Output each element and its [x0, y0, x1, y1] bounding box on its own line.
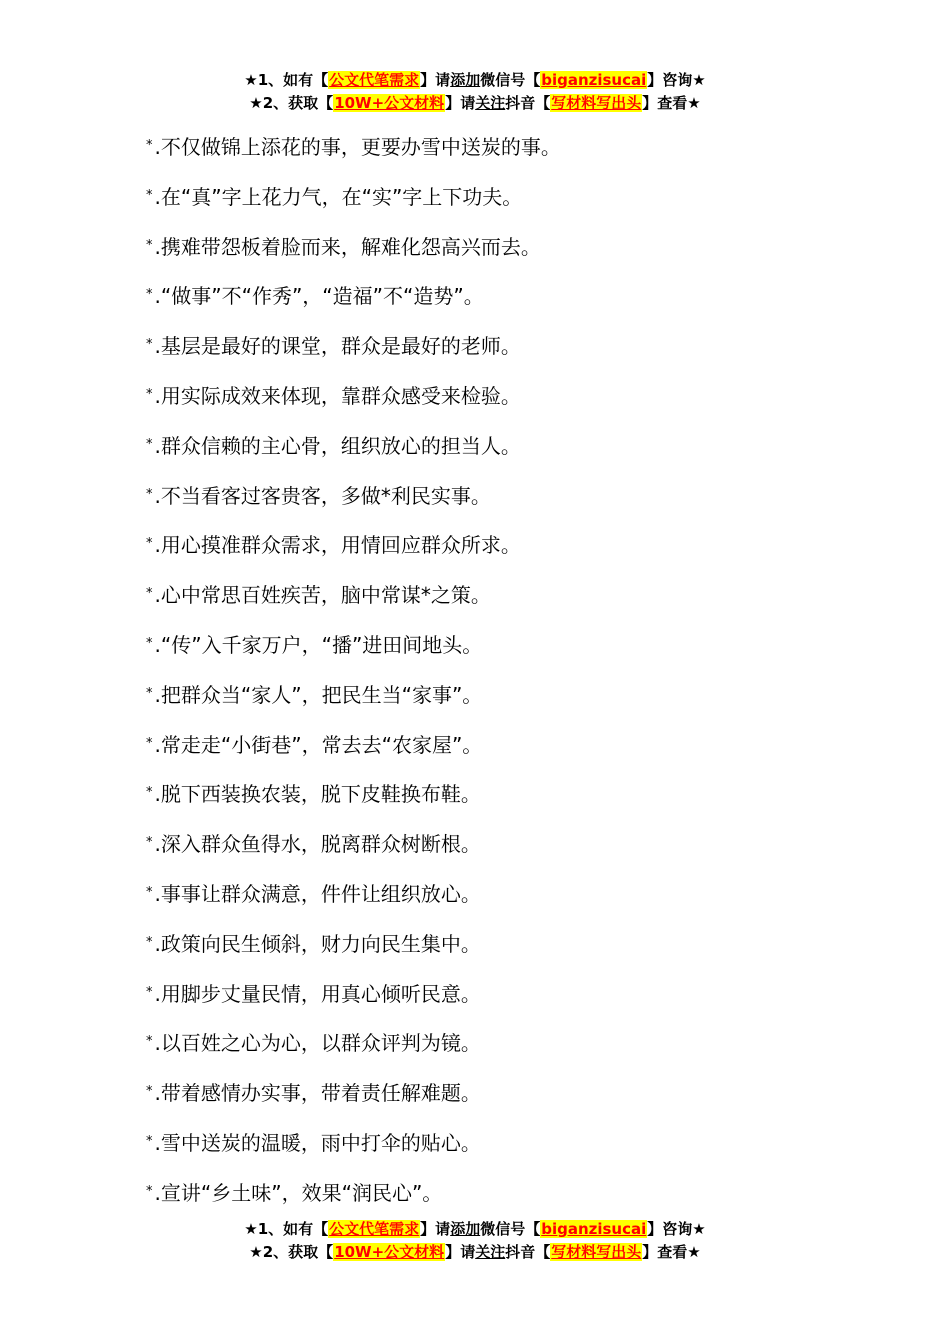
- banner-highlight: biganzisucai: [541, 71, 647, 89]
- banner-line-2: [0, 1241, 950, 1264]
- banner-text: ★2、获取【: [249, 1243, 334, 1261]
- list-item: * .在“真”字上花力气，在“实”字上下功夫。: [146, 184, 523, 209]
- banner-underline: 添加: [450, 1220, 481, 1238]
- list-item: * .携难带怨板着脸而来，解难化怨高兴而去。: [146, 234, 541, 259]
- banner-text: 】咨询★: [647, 71, 706, 89]
- banner-text: ★1、如有【: [244, 71, 329, 89]
- banner-text: 】查看★: [642, 1243, 701, 1261]
- list-item: * .事事让群众满意，件件让组织放心。: [146, 881, 481, 906]
- banner-underline: 添加: [450, 71, 481, 89]
- banner-highlight: 公文代笔需求: [329, 71, 420, 89]
- list-item: * .以百姓之心为心，以群众评判为镜。: [146, 1031, 481, 1056]
- banner-text: 抖音【: [505, 1243, 551, 1261]
- list-item: * .带着感情办实事，带着责任解难题。: [146, 1081, 481, 1106]
- list-item: * .常走走“小街巷”，常去去“农家屋”。: [146, 732, 483, 757]
- banner-line-2: [0, 92, 950, 115]
- banner-highlight: 10W+公文材料: [334, 1243, 445, 1261]
- list-item: * .“传”入千家万户，“播”进田间地头。: [146, 632, 483, 657]
- list-item: * .群众信赖的主心骨，组织放心的担当人。: [146, 433, 521, 458]
- list-item: * .不仅做锦上添花的事，更要办雪中送炭的事。: [146, 135, 561, 159]
- list-item: * .用实际成效来体现，靠群众感受来检验。: [146, 383, 521, 408]
- list-item: * .心中常思百姓疾苦，脑中常谋*之策。: [146, 583, 491, 608]
- list-item: * .用心摸准群众需求，用情回应群众所求。: [146, 533, 521, 558]
- banner-underline: 关注: [475, 1243, 506, 1261]
- header-banner: [0, 69, 950, 115]
- banner-highlight: biganzisucai: [541, 1220, 647, 1238]
- list-item: * .雪中送炭的温暖，雨中打伞的贴心。: [146, 1130, 481, 1155]
- banner-highlight: 写材料写出头: [551, 1243, 642, 1261]
- banner-highlight: 10W+公文材料: [334, 94, 445, 112]
- banner-text: 微信号【: [480, 71, 541, 89]
- list-item: * .政策向民生倾斜，财力向民生集中。: [146, 931, 481, 956]
- banner-text: 】请: [445, 1243, 476, 1261]
- list-item: * .深入群众鱼得水，脱离群众树断根。: [146, 832, 481, 857]
- banner-text: ★1、如有【: [244, 1220, 329, 1238]
- banner-text: 】请: [420, 71, 451, 89]
- banner-underline: 关注: [475, 94, 506, 112]
- banner-text: 微信号【: [480, 1220, 541, 1238]
- banner-text: 】查看★: [642, 94, 701, 112]
- banner-text: 】请: [445, 94, 476, 112]
- banner-text: 】咨询★: [647, 1220, 706, 1238]
- banner-line-1: [0, 1218, 950, 1241]
- banner-highlight: 写材料写出头: [551, 94, 642, 112]
- banner-text: 抖音【: [505, 94, 551, 112]
- list-item: * .用脚步丈量民情，用真心倾听民意。: [146, 981, 481, 1006]
- list-item: * .不当看客过客贵客，多做*利民实事。: [146, 483, 491, 508]
- banner-text: 】请: [420, 1220, 451, 1238]
- banner-text: ★2、获取【: [249, 94, 334, 112]
- list-item: * .“做事”不“作秀”，“造福”不“造势”。: [146, 284, 484, 309]
- banner-highlight: 公文代笔需求: [329, 1220, 420, 1238]
- list-item: * .宣讲“乡土味”，效果“润民心”。: [146, 1180, 443, 1205]
- list-item: * .把群众当“家人”，把民生当“家事”。: [146, 682, 483, 707]
- banner-line-1: [0, 69, 950, 92]
- list-item: * .基层是最好的课堂，群众是最好的老师。: [146, 334, 521, 359]
- slogan-list: [146, 126, 906, 1222]
- list-item: * .脱下西装换农装，脱下皮鞋换布鞋。: [146, 782, 481, 807]
- footer-banner: [0, 1218, 950, 1264]
